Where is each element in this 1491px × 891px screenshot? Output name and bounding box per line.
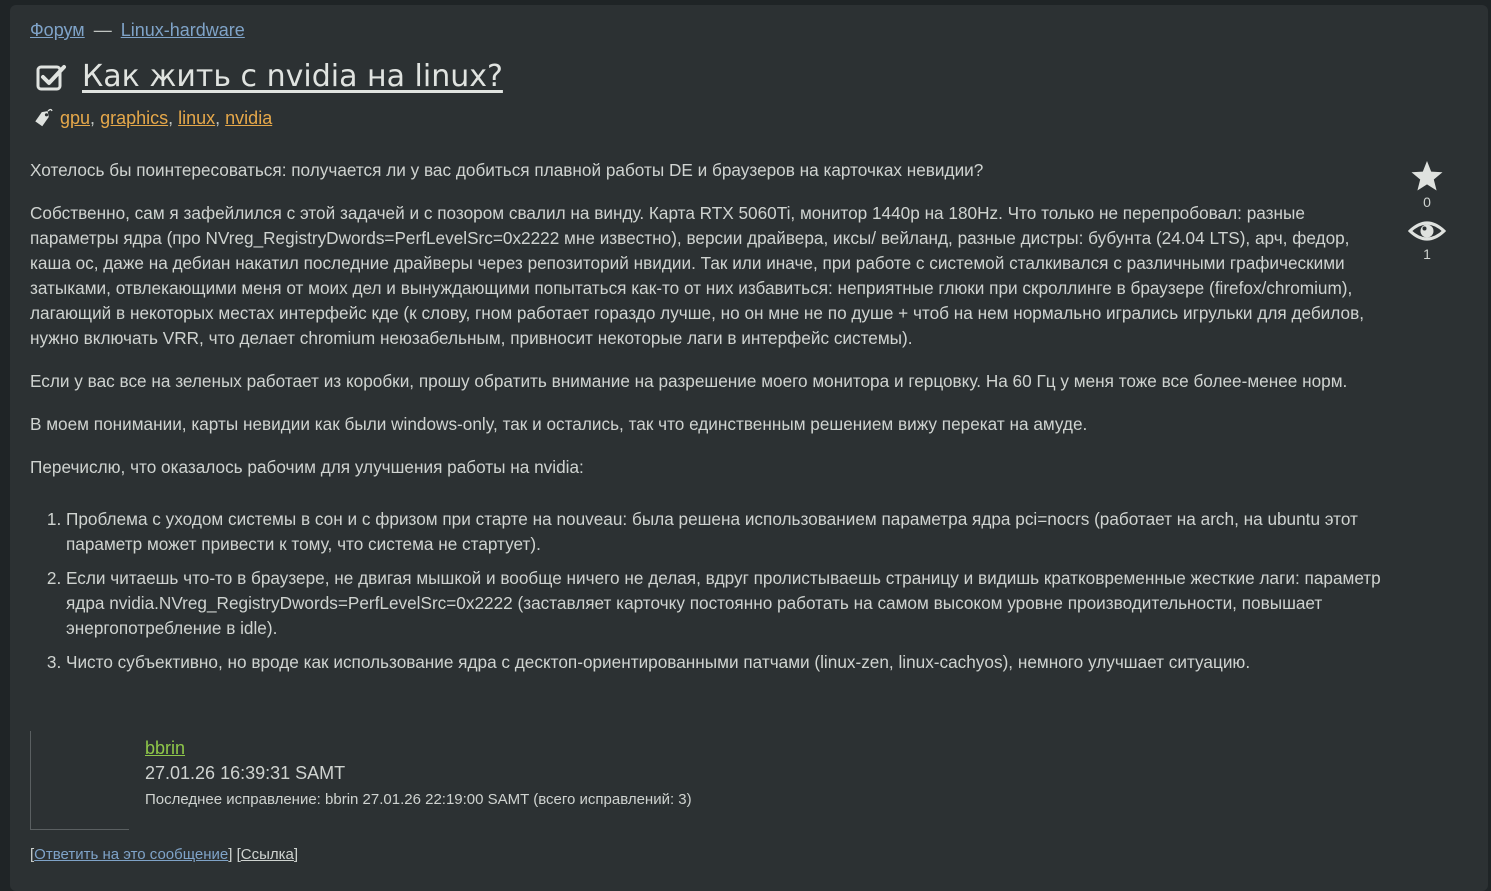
topic-card [10,5,1488,891]
favorites-count: 0 [1423,194,1431,210]
watchers-count: 1 [1423,246,1431,262]
topic-title[interactable]: Как жить с nvidia на linux? [82,59,503,94]
topic-stats [1404,159,1450,263]
post-actions: [Ответить на это сообщение] [Ссылка] [30,846,299,863]
list-item: 3. Чисто субъективно, но вроде как использование ядра с десктоп-ориентированными патчами (linux-zen, linux-cachyos), немного улучшает ситуацию. [66,650,1392,675]
tag-icon [32,107,54,129]
post-date: 27.01.26 16:39:31 SAMT [145,763,346,783]
tag-link[interactable]: graphics [100,107,169,128]
post-paragraph: Собственно, сам я зафейлился с этой задачей и с позором свалил на винду. Карта RTX 5060Ti, монитор 1440p на 180Hz. Что только не перепробовал: разные параметры ядра (про NVreg_RegistryDwords=PerfLevelSrc=0x2222 мне известно), версии драйвера, иксы/ вейланд, разные дистры: бубунта (24.04 LTS), арч, федор, каша ос, даже на дебиан накатил последние драйверы через репозиторий нвидии. Так или иначе, при работе с системой сталкивался с различными графическими затыками, отвлекающими меня от моих дел и вынуждающими попытаться как-то от них избавиться: неприятные глюки при скроллинге в браузере (firefox/chromium), лагающий в некоторых местах интерфейс кде (к слову, гном работает гораздо лучше, но он мне не по душе + чтоб на нем нормально игрались игрульки для дебилов, нужно включать VRR, что делает chromium неюзабельным, привносит некоторые лаги в интерфейс системы). [30,203,1364,348]
last-edit-info: Последнее исправление: bbrin 27.01.26 22:19:00 SAMT (всего исправлений: 3) [145,791,692,808]
tag-link[interactable]: gpu [60,107,91,128]
eye-icon[interactable] [1408,217,1446,245]
author-name-link[interactable]: bbrin [145,738,186,758]
breadcrumb-forum-link[interactable]: Форум [30,20,85,40]
tag-link[interactable]: linux [178,107,216,128]
avatar [30,731,129,830]
post-paragraph: Хотелось бы поинтересоваться: получается ли у вас добиться плавной работы DE и браузеров на карточках невидии? [30,160,984,180]
tag-link[interactable]: nvidia [225,107,273,128]
post-list [30,507,1392,675]
list-item: 1. Проблема с уходом системы в сон и с фризом при старте на nouveau: была решена использованием параметра ядра pci=nocrs (работает на arch, на ubuntu этот параметр может привести к тому, что система не стартует). [66,507,1392,557]
star-icon[interactable] [1410,159,1444,193]
tag-list: gpu , graphics , linux , nvidia [32,107,272,129]
breadcrumb [30,20,245,41]
topic-header [35,59,503,94]
list-item: 2. Если читаешь что-то в браузере, не двигая мышкой и вообще ничего не делая, вдруг пролистываешь страницу и видишь кратковременные жесткие лаги: параметр ядра nvidia.NVreg_RegistryDwords=PerfLevelSrc=0x2222 (заставляет карточку постоянно работать на самом высоком уровне производительности, повышает энергопотребление в idle). [66,566,1392,641]
post-paragraph: Если у вас все на зеленых работает из коробки, прошу обратить внимание на разрешение моего монитора и герцовку. На 60 Гц у меня тоже все более-менее норм. [30,371,1348,391]
reply-link[interactable]: Ответить на это сообщение [34,846,229,863]
post-paragraph: Перечислю, что оказалось рабочим для улучшения работы на nvidia: [30,457,584,477]
permalink-link[interactable]: Ссылка [240,846,294,863]
breadcrumb-separator: — [93,20,112,40]
author-info [145,736,692,812]
breadcrumb-section-link[interactable]: Linux-hardware [120,20,245,40]
post-body [30,158,1392,684]
checkbox-checked-icon [35,61,67,93]
post-paragraph: В моем понимании, карты невидии как были windows-only, так и остались, так что единственным решением вижу перекат на амуде. [30,414,1088,434]
